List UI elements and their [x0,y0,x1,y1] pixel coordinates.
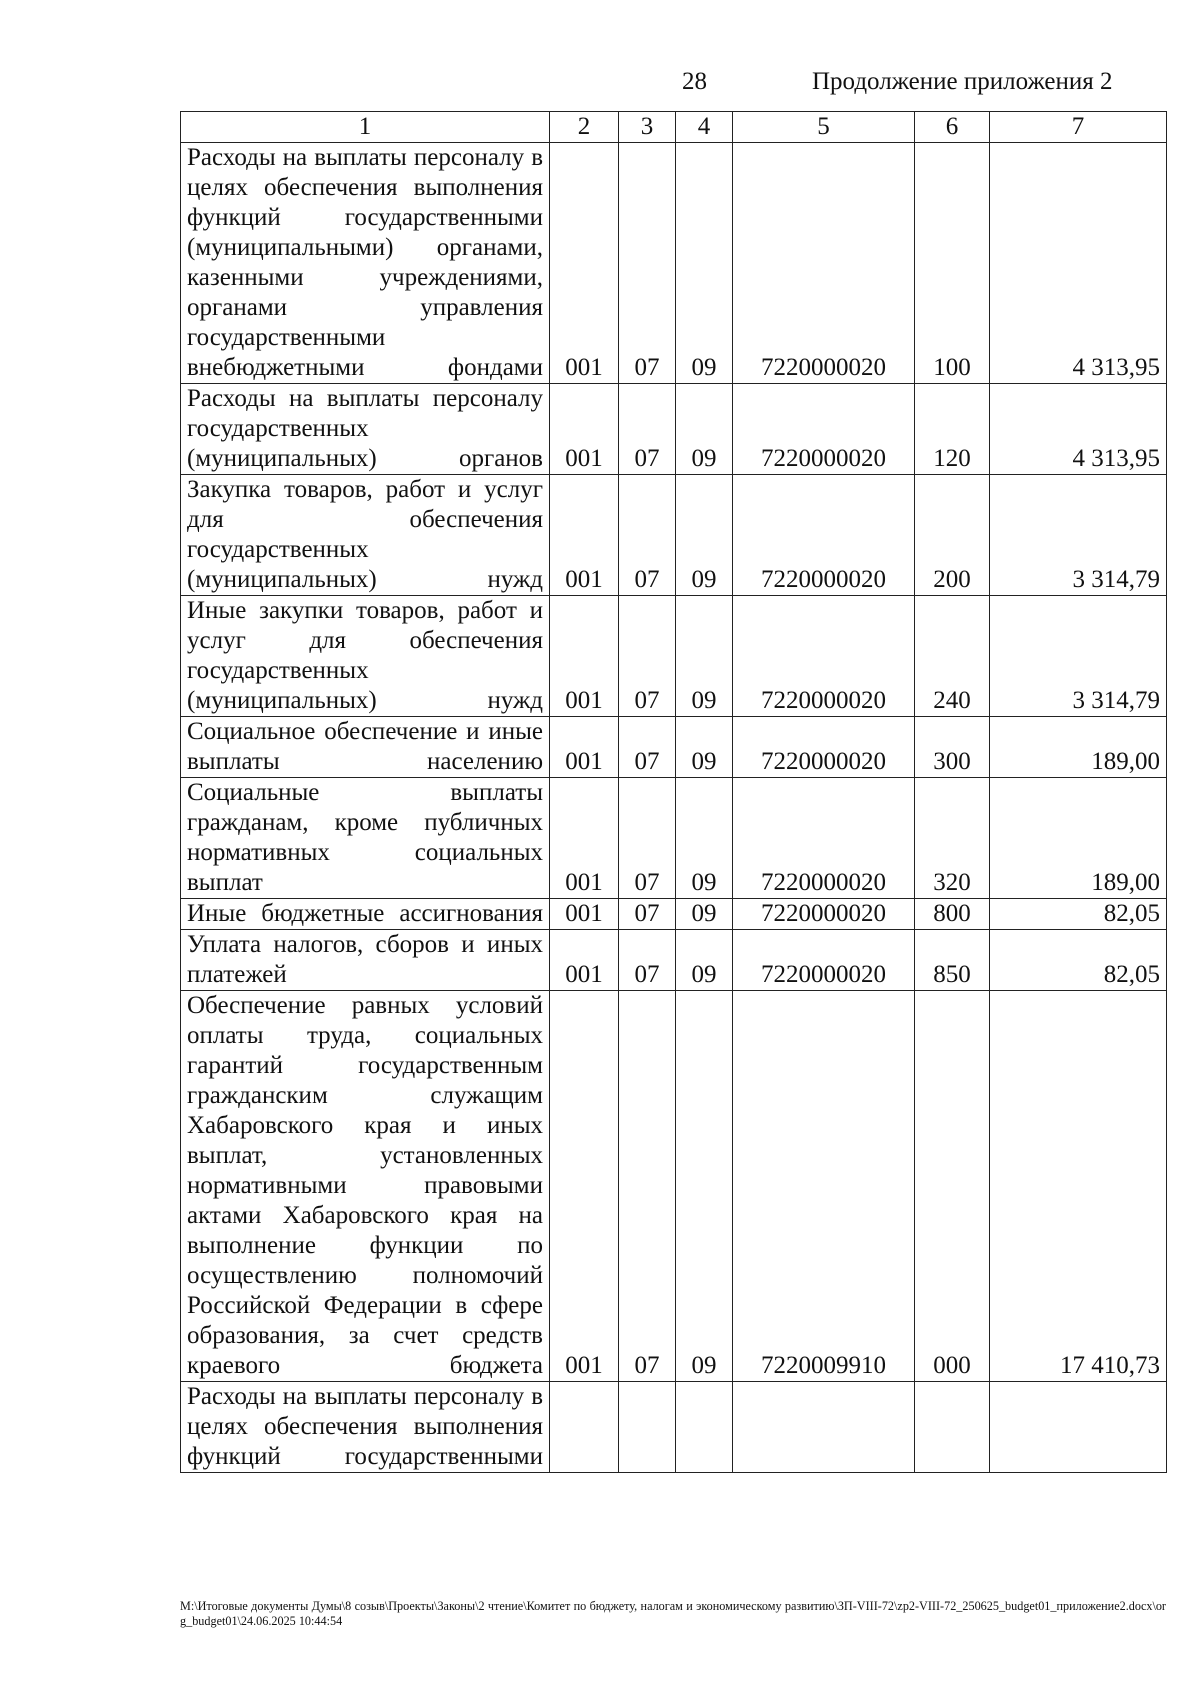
target-article-code: 7220000020 [733,899,915,930]
subsection-code: 09 [676,596,733,717]
expense-type-code: 800 [915,899,990,930]
section-code: 07 [619,899,676,930]
table-header-row [181,112,1167,143]
continuation-title: Продолжение приложения 2 [812,68,1113,95]
subsection-code: 09 [676,475,733,596]
table-row [181,475,1167,596]
column-header: 4 [676,112,733,143]
budget-table [180,111,1167,1473]
row-description: Расходы на выплаты персоналу государственных (муниципальных) органов [181,384,550,475]
row-description: Расходы на выплаты персоналу в целях обеспечения выполнения функций государственными [181,1382,550,1473]
target-article-code: 7220009910 [733,991,915,1382]
expense-type-code: 120 [915,384,990,475]
section-code: 07 [619,475,676,596]
subsection-code: 09 [676,717,733,778]
ministry-code: 001 [550,899,619,930]
target-article-code: 7220000020 [733,384,915,475]
ministry-code: 001 [550,991,619,1382]
column-header: 7 [990,112,1167,143]
target-article-code: 7220000020 [733,717,915,778]
subsection-code: 09 [676,930,733,991]
subsection-code: 09 [676,991,733,1382]
amount: 3 314,79 [990,596,1167,717]
row-description: Уплата налогов, сборов и иных платежей [181,930,550,991]
amount: 189,00 [990,778,1167,899]
ministry-code: 001 [550,475,619,596]
section-code: 07 [619,143,676,384]
ministry-code: 001 [550,596,619,717]
target-article-code: 7220000020 [733,930,915,991]
ministry-code: 001 [550,384,619,475]
empty-cell [619,1382,676,1473]
expense-type-code: 240 [915,596,990,717]
table-row [181,596,1167,717]
amount: 3 314,79 [990,475,1167,596]
section-code: 07 [619,930,676,991]
subsection-code: 09 [676,778,733,899]
section-code: 07 [619,778,676,899]
table-row [181,384,1167,475]
subsection-code: 09 [676,384,733,475]
table-row [181,778,1167,899]
table-row [181,1382,1167,1473]
expense-type-code: 320 [915,778,990,899]
column-header: 5 [733,112,915,143]
target-article-code: 7220000020 [733,778,915,899]
amount: 82,05 [990,930,1167,991]
row-description: Социальное обеспечение и иные выплаты населению [181,717,550,778]
column-header: 6 [915,112,990,143]
table-row [181,991,1167,1382]
amount: 82,05 [990,899,1167,930]
ministry-code: 001 [550,930,619,991]
amount: 17 410,73 [990,991,1167,1382]
target-article-code: 7220000020 [733,596,915,717]
expense-type-code: 850 [915,930,990,991]
column-header: 3 [619,112,676,143]
row-description: Расходы на выплаты персоналу в целях обеспечения выполнения функций государственными (муниципальными) органами, казенными учреждениями, органами управления государственными внебюджетными фондами [181,143,550,384]
column-header: 2 [550,112,619,143]
section-code: 07 [619,384,676,475]
empty-cell [990,1382,1167,1473]
expense-type-code: 100 [915,143,990,384]
empty-cell [733,1382,915,1473]
page-number: 28 [682,68,707,95]
expense-type-code: 000 [915,991,990,1382]
table-row [181,930,1167,991]
row-description: Иные бюджетные ассигнования [181,899,550,930]
section-code: 07 [619,991,676,1382]
empty-cell [550,1382,619,1473]
row-description: Закупка товаров, работ и услуг для обеспечения государственных (муниципальных) нужд [181,475,550,596]
row-description: Социальные выплаты гражданам, кроме публичных нормативных социальных выплат [181,778,550,899]
amount: 4 313,95 [990,143,1167,384]
footer-file-path: М:\Итоговые документы Думы\8 созыв\Проекты\Законы\2 чтение\Комитет по бюджету, налогам и экономическому развитию\ЗП-VIII-72\zp2-VIII-72_250625_budget01_приложение2.docx\org_budget01\24.06.2025 10:44:54 [180,1599,1166,1628]
row-description: Иные закупки товаров, работ и услуг для обеспечения государственных (муниципальных) нужд [181,596,550,717]
amount: 4 313,95 [990,384,1167,475]
target-article-code: 7220000020 [733,143,915,384]
row-description: Обеспечение равных условий оплаты труда, социальных гарантий государственным гражданским служащим Хабаровского края и иных выплат, установленных нормативными правовыми актами Хабаровского края на выполнение функции по осуществлению полномочий Российской Федерации в сфере образования, за счет средств краевого бюджета [181,991,550,1382]
expense-type-code: 300 [915,717,990,778]
expense-type-code: 200 [915,475,990,596]
section-code: 07 [619,596,676,717]
empty-cell [915,1382,990,1473]
subsection-code: 09 [676,143,733,384]
empty-cell [676,1382,733,1473]
ministry-code: 001 [550,778,619,899]
table-row [181,899,1167,930]
column-header: 1 [181,112,550,143]
ministry-code: 001 [550,143,619,384]
ministry-code: 001 [550,717,619,778]
table-row [181,143,1167,384]
section-code: 07 [619,717,676,778]
amount: 189,00 [990,717,1167,778]
subsection-code: 09 [676,899,733,930]
target-article-code: 7220000020 [733,475,915,596]
table-row [181,717,1167,778]
